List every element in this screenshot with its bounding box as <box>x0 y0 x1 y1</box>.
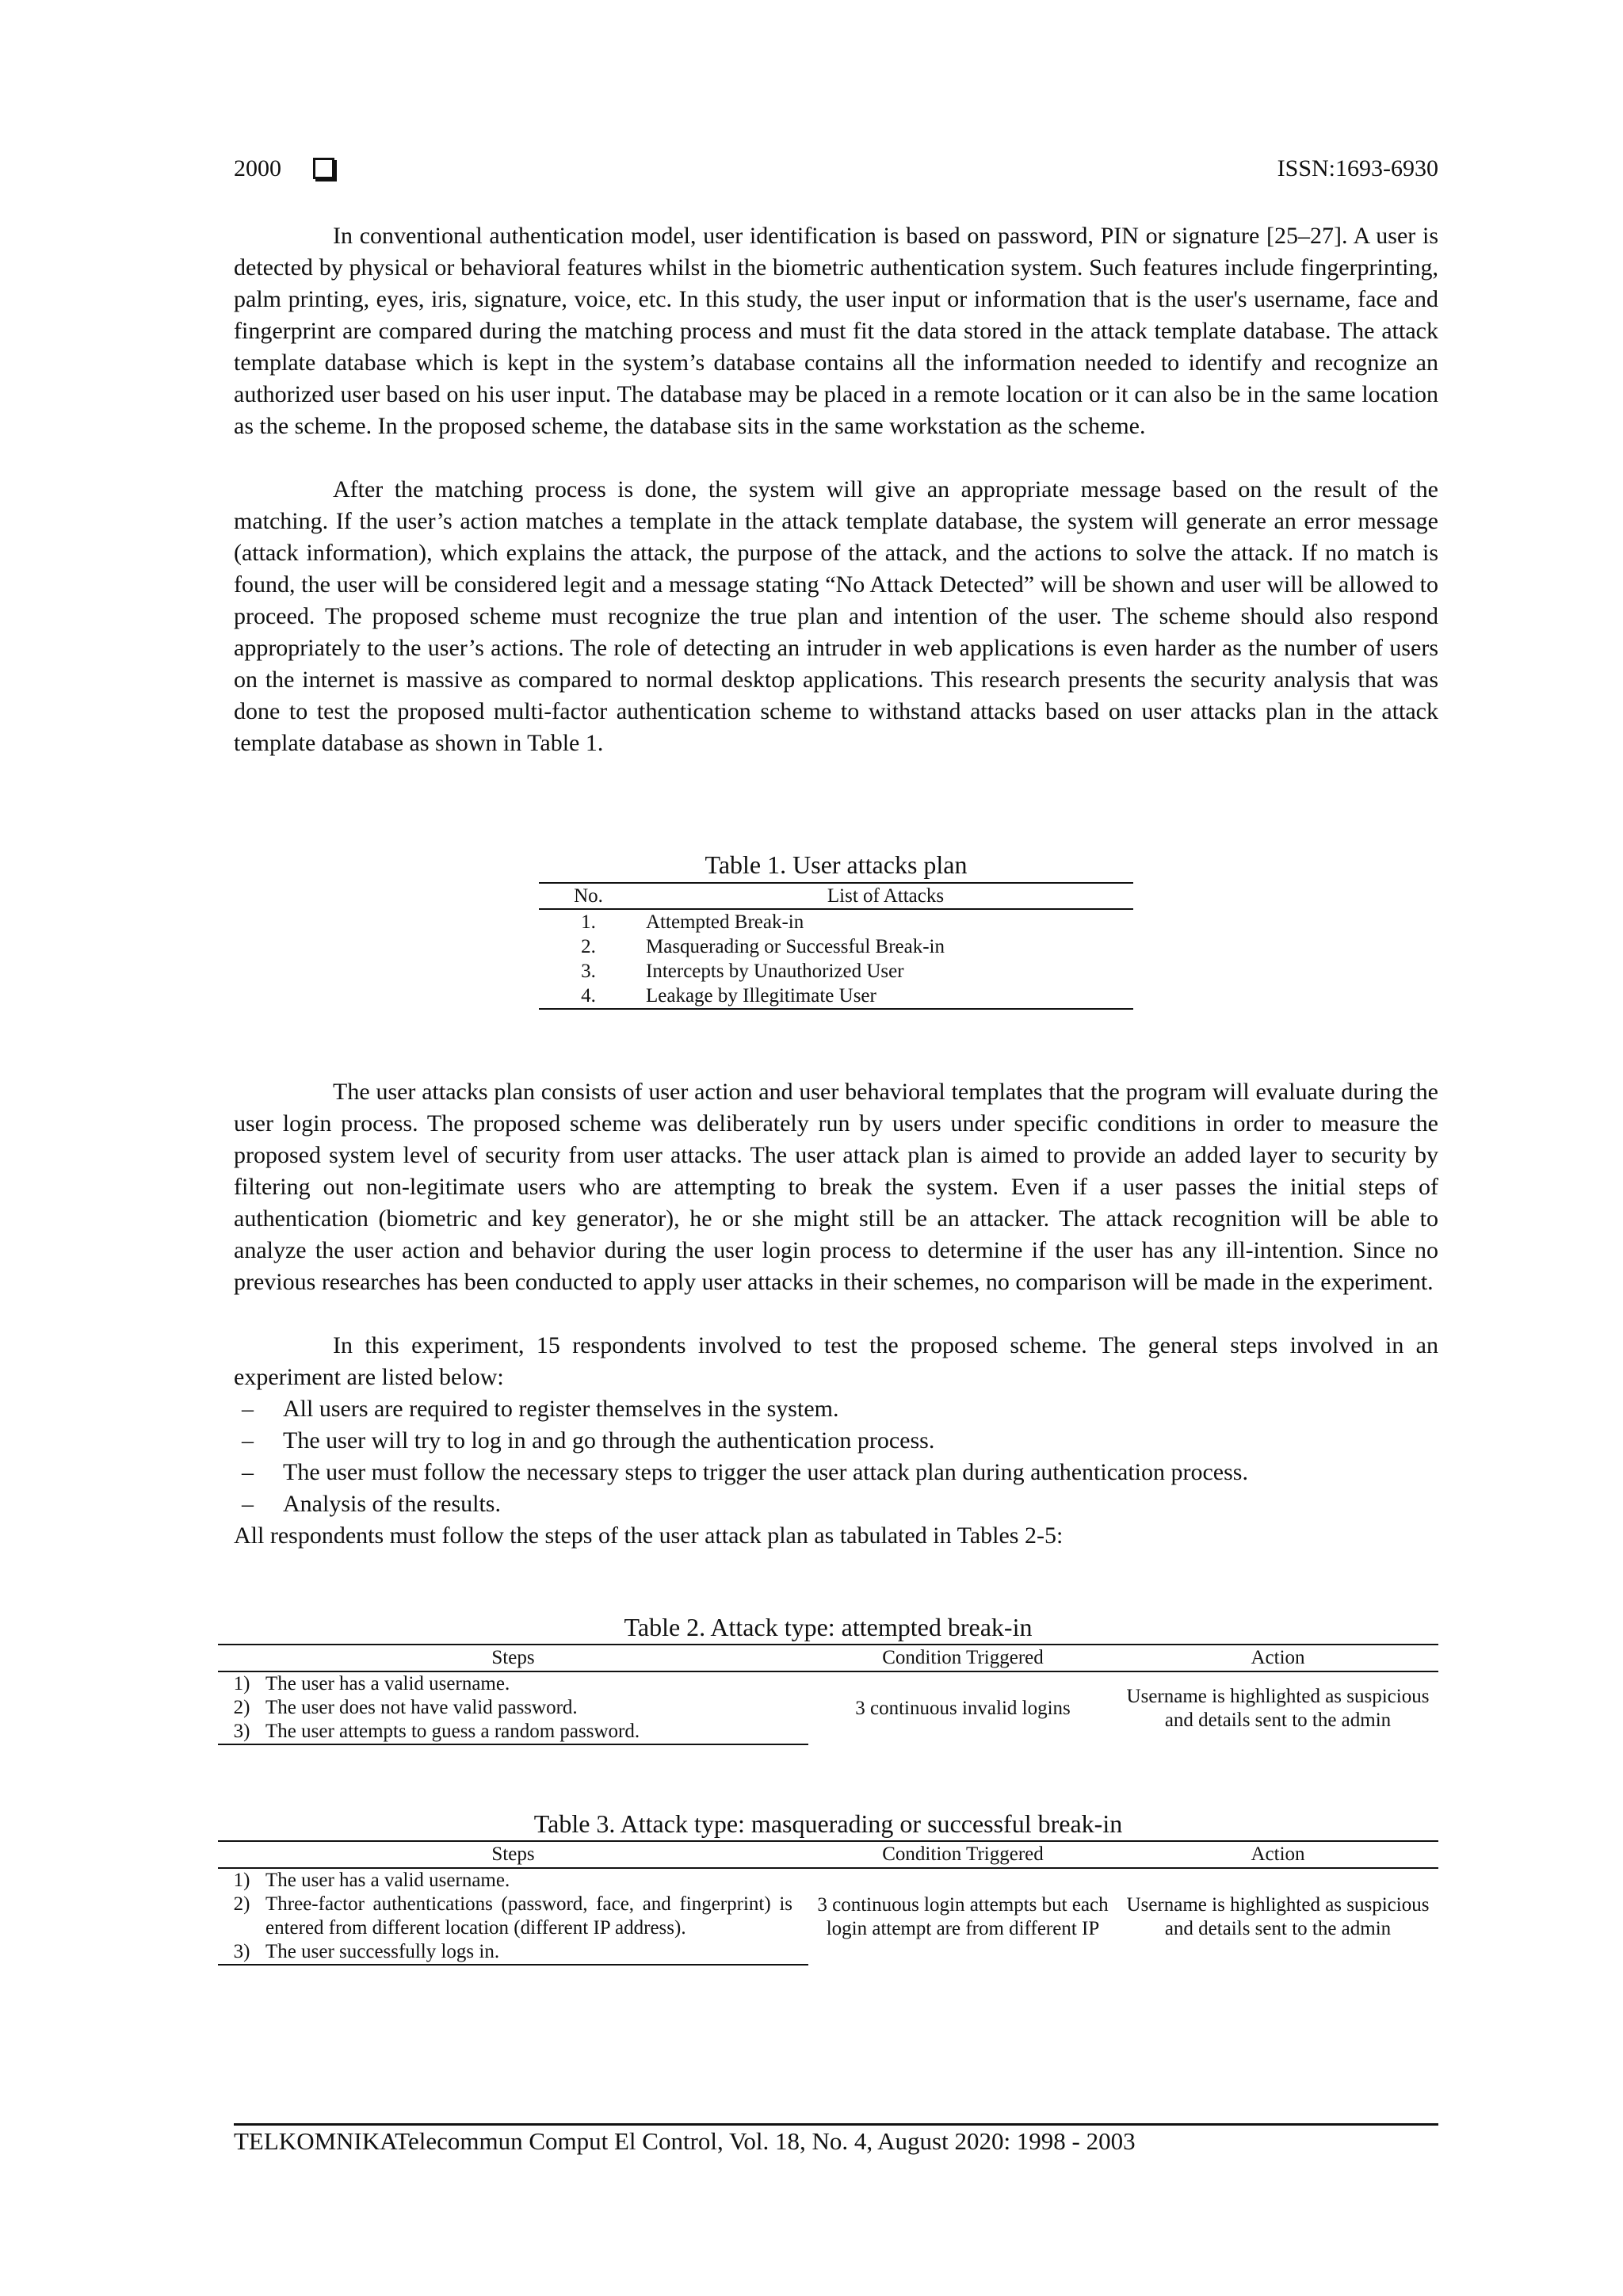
attack-name: Masquerading or Successful Break-in <box>646 936 945 957</box>
table-1 <box>539 882 1133 1010</box>
step-number: 3) <box>218 1720 265 1744</box>
table-row <box>539 934 1133 959</box>
table-2-caption: Table 2. Attack type: attempted break-in <box>624 1613 1033 1641</box>
table-3 <box>218 1840 1438 1966</box>
page-number: 2000 <box>234 155 281 181</box>
list-item-text: The user will try to log in and go through the authentication process. <box>283 1427 935 1454</box>
dash-bullet: – <box>242 1491 254 1517</box>
attack-name: Leakage by Illegitimate User <box>638 984 1133 1009</box>
issn: ISSN:1693-6930 <box>1277 155 1438 181</box>
table-row <box>539 984 1133 1009</box>
action: Username is highlighted as suspicious and details sent to the admin <box>1126 1893 1430 1939</box>
condition-triggered: 3 continuous invalid logins <box>855 1697 1071 1719</box>
table-header-condition: Condition Triggered <box>808 1841 1117 1868</box>
table-header-list: List of Attacks <box>638 883 1133 909</box>
paragraph-5: All respondents must follow the steps of the user attack plan as tabulated in Tables 2-5: <box>234 1522 1064 1549</box>
paragraph-3: The user attacks plan consists of user action and user behavioral templates that the program will evaluate during the user login process. The proposed scheme was deliberately run by users under specific conditions in order to measure the proposed system level of security from user attacks. The user attack plan is aimed to provide an added layer to security by filtering out non-legitimate users who are attempting to break the system. Even if a user passes the initial steps of authentication (biometric and key generator), he or she might still be an attacker. The attack recognition will be able to analyze the user action and behavior during the user login process to determine if the user has any ill-intention. Since no previous researches has been conducted to apply user attacks in their schemes, no comparison will be made in the experiment. <box>234 1079 1438 1295</box>
list-item <box>234 1488 1438 1520</box>
paragraph-4: In this experiment, 15 respondents involved to test the proposed scheme. The general steps involved in an experiment are listed below: <box>234 1332 1438 1390</box>
dash-bullet: – <box>242 1459 254 1485</box>
square-icon <box>313 158 334 179</box>
list-item-text: All users are required to register themselves in the system. <box>283 1396 839 1422</box>
table-2 <box>218 1644 1438 1745</box>
page-header <box>234 155 1438 187</box>
table-header-action: Action <box>1117 1645 1438 1671</box>
table-header-no: No. <box>539 883 638 909</box>
attack-name: Intercepts by Unauthorized User <box>646 961 904 982</box>
paragraph-1: In conventional authentication model, user identification is based on password, PIN or signature [25–27]. A user is detected by physical or behavioral features whilst in the biometric authentication system. Such features include fingerprinting, palm printing, eyes, iris, signature, voice, etc. In this study, the user input or information that is the user's username, face and fingerprint are compared during the matching process and must fit the data stored in the attack template database. The attack template database which is kept in the system’s database contains all the information needed to identify and recognize an authorized user based on his user input. The database may be placed in a remote location or it can also be in the same location as the scheme. In the proposed scheme, the database sits in the same workstation as the scheme. <box>234 223 1438 439</box>
step-number: 2) <box>233 1893 250 1915</box>
footer-divider <box>234 2123 1438 2126</box>
step-number: 2) <box>233 1697 250 1718</box>
table-row <box>539 959 1133 984</box>
table-header-steps: Steps <box>218 1645 808 1671</box>
step-text: The user has a valid username. <box>265 1673 510 1694</box>
list-item <box>234 1393 1438 1425</box>
step-number: 1) <box>233 1870 250 1891</box>
table-row <box>539 909 1133 934</box>
paragraph-2: After the matching process is done, the system will give an appropriate message based on the result of the matching. If the user’s action matches a template in the attack template database, the system will generate an error message (attack information), which explains the attack, the purpose of the attack, and the actions to solve the attack. If no match is found, the user will be considered legit and a message stating “No Attack Detected” will be shown and user will be allowed to proceed. The proposed scheme must recognize the true plan and intention of the user. The scheme should also respond appropriately to the user’s actions. The role of detecting an intruder in web applications is even harder as the number of users on the internet is massive as compared to normal desktop applications. This research presents the security analysis that was done to test the proposed multi-factor authentication scheme to withstand attacks based on user attacks plan in the attack template database as shown in Table 1. <box>234 476 1438 756</box>
attack-name: Attempted Break-in <box>646 911 804 933</box>
action: Username is highlighted as suspicious and details sent to the admin <box>1126 1685 1430 1731</box>
list-item <box>234 1425 1438 1457</box>
list-item-text: The user must follow the necessary steps to trigger the user attack plan during authentication process. <box>283 1459 1248 1485</box>
step-text: Three-factor authentications (password, face, and fingerprint) is entered from different location (different IP address). <box>265 1893 792 1939</box>
table-header-condition: Condition Triggered <box>808 1645 1117 1671</box>
list-item-text: Analysis of the results. <box>283 1491 501 1517</box>
row-number: 4. <box>539 984 638 1009</box>
step-text: The user has a valid username. <box>265 1870 510 1891</box>
step-number: 1) <box>233 1673 250 1694</box>
dash-bullet: – <box>242 1427 254 1454</box>
page-footer: TELKOMNIKATelecommun Comput El Control, Vol. 18, No. 4, August 2020: 1998 - 2003 <box>234 2127 1136 2155</box>
experiment-steps-list <box>234 1393 1438 1520</box>
row-number: 1. <box>581 911 596 933</box>
dash-bullet: – <box>242 1396 254 1422</box>
table-row <box>218 1868 1438 1893</box>
step-text: The user successfully logs in. <box>265 1940 808 1965</box>
table-header-steps: Steps <box>218 1841 808 1868</box>
condition-triggered: 3 continuous login attempts but each login attempt are from different IP <box>817 1893 1109 1939</box>
step-text: The user does not have valid password. <box>265 1697 578 1718</box>
row-number: 2. <box>581 936 596 957</box>
row-number: 3. <box>581 961 596 982</box>
list-item <box>234 1457 1438 1488</box>
table-header-action: Action <box>1117 1841 1438 1868</box>
table-1-caption: Table 1. User attacks plan <box>705 850 968 879</box>
table-3-caption: Table 3. Attack type: masquerading or successful break-in <box>533 1809 1123 1838</box>
table-row <box>218 1671 1438 1696</box>
step-number: 3) <box>218 1940 265 1965</box>
step-text: The user attempts to guess a random password. <box>265 1720 808 1744</box>
